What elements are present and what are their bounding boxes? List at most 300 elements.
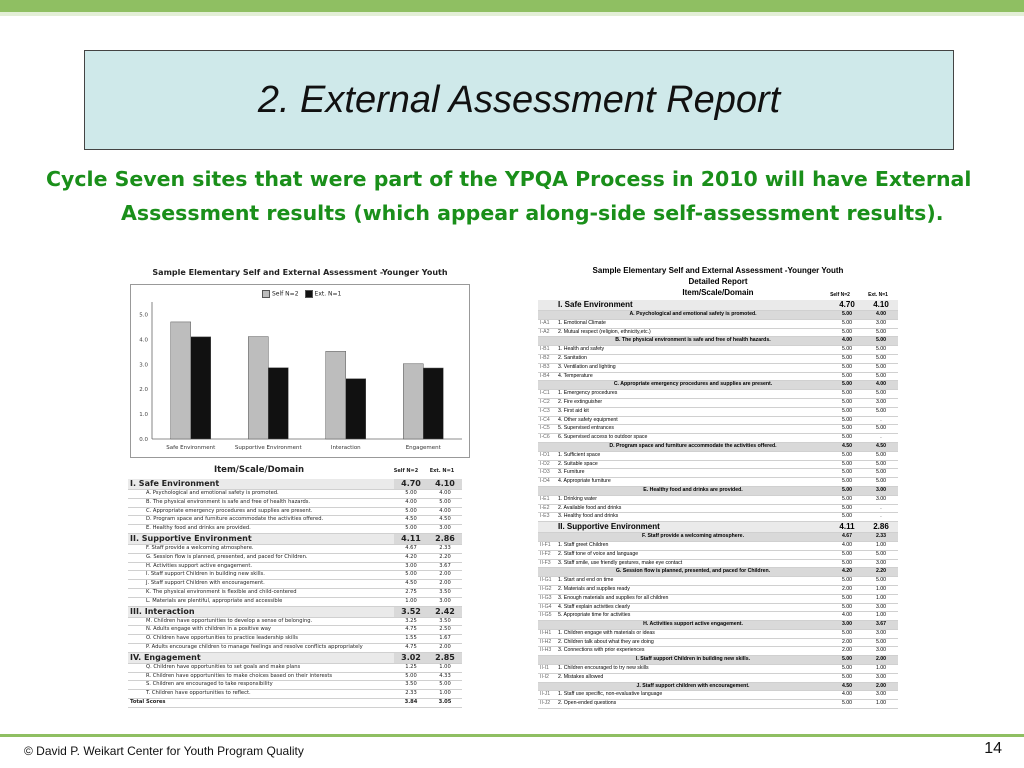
detail-row	[538, 328, 898, 337]
detail-row-ext: 3.67	[864, 621, 898, 630]
subtitle-line-2: Assessment results (which appear along-side self-assessment results).	[121, 201, 944, 225]
detail-row	[538, 691, 898, 700]
summary-row	[128, 626, 462, 635]
detail-row-code: II-H2	[538, 638, 556, 647]
summary-row-label: III. Interaction	[128, 606, 394, 617]
detail-row-code: II-G4	[538, 603, 556, 612]
detail-row-self: 5.00	[830, 478, 864, 487]
detail-row-ext: 3.00	[864, 673, 898, 682]
detail-row-label: F. Staff provide a welcoming atmosphere.	[556, 533, 830, 542]
detail-row	[538, 381, 898, 390]
summary-row	[128, 597, 462, 606]
detail-row-code: II-G5	[538, 612, 556, 621]
summary-row-label: S. Children are encouraged to take responsibility	[128, 681, 394, 690]
footer-rule	[0, 734, 1024, 737]
summary-row-self: 5.00	[394, 672, 428, 681]
detail-row-self: 5.00	[830, 629, 864, 638]
detail-row-self: 4.00	[830, 691, 864, 700]
detail-table	[538, 300, 898, 709]
detail-row	[538, 319, 898, 328]
summary-row-label: O. Children have opportunities to practice leadership skills	[128, 635, 394, 644]
summary-row-ext: 2.85	[428, 652, 462, 663]
bar-ext	[423, 368, 443, 439]
detail-row-ext: 3.00	[864, 495, 898, 504]
summary-row-ext: 3.50	[428, 617, 462, 626]
detail-row-self: 5.00	[830, 346, 864, 355]
summary-row-ext: 4.00	[428, 507, 462, 516]
summary-row-self: 1.25	[394, 663, 428, 672]
detail-row-self: 5.00	[830, 328, 864, 337]
page-number: 14	[984, 740, 1002, 757]
detail-row-self: 5.00	[830, 594, 864, 603]
detail-row-self: 4.00	[830, 541, 864, 550]
detail-row-code: I-A2	[538, 328, 556, 337]
summary-row-self: 4.67	[394, 544, 428, 553]
detail-row-code: II-J1	[538, 691, 556, 700]
detail-row-label: 2. Open-ended questions	[556, 700, 830, 709]
detail-row-label: 1. Children encouraged to try new skills	[556, 665, 830, 674]
summary-row-ext: 3.05	[428, 698, 462, 707]
summary-row	[128, 507, 462, 516]
detail-row	[538, 612, 898, 621]
summary-row-label: E. Healthy food and drinks are provided.	[128, 525, 394, 534]
chart-title: Sample Elementary Self and External Assessment -Younger Youth	[152, 268, 448, 277]
subtitle-line-1: Cycle Seven sites that were part of the YPQA Process in 2010 will have External	[46, 167, 972, 191]
bar-self	[403, 364, 423, 439]
detail-row	[538, 372, 898, 381]
detail-row-code: II-H3	[538, 647, 556, 656]
detail-row-self: 4.00	[830, 337, 864, 346]
detail-row	[538, 682, 898, 691]
detail-row	[538, 300, 898, 311]
summary-row-self: 4.50	[394, 516, 428, 525]
detail-row	[538, 311, 898, 320]
detail-row	[538, 495, 898, 504]
detail-row	[538, 504, 898, 513]
summary-row-label: G. Session flow is planned, presented, and paced for Children.	[128, 553, 394, 562]
summary-row	[128, 672, 462, 681]
summary-row	[128, 580, 462, 589]
summary-row-self: 4.50	[394, 580, 428, 589]
detail-row-label: 3. Enough materials and supplies for all children	[556, 594, 830, 603]
summary-row-ext: 2.00	[428, 643, 462, 652]
detail-row	[538, 442, 898, 451]
detail-row-label: 3. Connections with prior experiences	[556, 647, 830, 656]
slide-title: 2. External Assessment Report	[257, 78, 781, 121]
y-tick-label: 2.0	[139, 387, 148, 394]
summary-row-ext: 5.00	[428, 498, 462, 507]
detail-row	[538, 629, 898, 638]
summary-row-self: 4.11	[394, 533, 428, 544]
detail-row-self: 5.00	[830, 486, 864, 495]
summary-row	[128, 533, 462, 544]
detail-row-label: 3. Healthy food and drinks	[556, 513, 830, 522]
detail-row-code: I-C5	[538, 425, 556, 434]
detail-row-ext: 5.00	[864, 577, 898, 586]
detail-row-ext: 5.00	[864, 460, 898, 469]
summary-row-ext: 4.00	[428, 490, 462, 499]
detail-row-code: I-C2	[538, 398, 556, 407]
detail-row-ext: 4.00	[864, 311, 898, 320]
detail-row-label: 2. Children talk about what they are doing	[556, 638, 830, 647]
detail-row	[538, 425, 898, 434]
summary-row-label: II. Supportive Environment	[128, 533, 394, 544]
detail-row-code: I-B1	[538, 346, 556, 355]
summary-row	[128, 544, 462, 553]
summary-row-label: N. Adults engage with children in a positive way	[128, 626, 394, 635]
detail-row-ext: 3.00	[864, 486, 898, 495]
detail-row-label: G. Session flow is planned, presented, and paced for Children.	[556, 568, 830, 577]
detail-row-ext: 2.20	[864, 568, 898, 577]
detail-row	[538, 469, 898, 478]
summary-row-label: IV. Engagement	[128, 652, 394, 663]
detail-row-code	[538, 442, 556, 451]
detail-row-ext: 2.33	[864, 533, 898, 542]
detail-row-code: I-B2	[538, 354, 556, 363]
detail-row-ext: 1.00	[864, 585, 898, 594]
summary-row-ext: 2.42	[428, 606, 462, 617]
detail-row	[538, 559, 898, 568]
detail-row-self: 5.00	[830, 577, 864, 586]
summary-row-ext: 1.67	[428, 635, 462, 644]
detail-row-code: II-F1	[538, 541, 556, 550]
summary-row-self: 3.00	[394, 562, 428, 571]
summary-row-label: A. Psychological and emotional safety is promoted.	[128, 490, 394, 499]
detail-row-label: 2. Suitable space	[556, 460, 830, 469]
summary-row-label: Total Scores	[128, 698, 394, 707]
detail-row-ext: 1.00	[864, 665, 898, 674]
detail-row-self: 5.00	[830, 504, 864, 513]
detail-row-self: 5.00	[830, 407, 864, 416]
detail-row-code: II-F3	[538, 559, 556, 568]
footer-copyright: © David P. Weikart Center for Youth Program Quality	[24, 744, 304, 758]
detail-row	[538, 460, 898, 469]
detail-row-self: 5.00	[830, 495, 864, 504]
detail-row-label: C. Appropriate emergency procedures and supplies are present.	[556, 381, 830, 390]
summary-row-self: 4.75	[394, 626, 428, 635]
detail-row-ext: 5.00	[864, 478, 898, 487]
detail-row-label: 1. Drinking water	[556, 495, 830, 504]
detail-row-code: II-I2	[538, 673, 556, 682]
detail-row-self: 5.00	[830, 700, 864, 709]
detail-row-code: I-E1	[538, 495, 556, 504]
detail-row-code: II-G3	[538, 594, 556, 603]
summary-row	[128, 606, 462, 617]
summary-table-title: Item/Scale/Domain	[213, 465, 305, 475]
detail-row-ext: 5.00	[864, 407, 898, 416]
detail-row-label: 4. Staff explain activities clearly	[556, 603, 830, 612]
detail-row-self: 5.00	[830, 656, 864, 665]
detail-row-code	[538, 533, 556, 542]
y-tick-label: 0.0	[139, 437, 148, 443]
detail-row-label: I. Safe Environment	[556, 300, 830, 311]
detail-row-code: II-F2	[538, 550, 556, 559]
detail-row-code: II-G2	[538, 585, 556, 594]
detail-row-ext: 4.10	[864, 300, 898, 311]
summary-row-self: 3.52	[394, 606, 428, 617]
detail-row-code: I-D1	[538, 451, 556, 460]
detail-row-code	[538, 381, 556, 390]
detail-row-ext: 1.00	[864, 612, 898, 621]
detail-row-self: 5.00	[830, 390, 864, 399]
detail-row-self: 5.00	[830, 434, 864, 443]
detail-row-self: 4.50	[830, 442, 864, 451]
detail-row-ext: 5.00	[864, 363, 898, 372]
detail-row-code: II-G1	[538, 577, 556, 586]
detail-row-ext: 5.00	[864, 372, 898, 381]
detail-row-self: 4.67	[830, 533, 864, 542]
detail-col-ext: Ext. N=1	[868, 292, 888, 298]
detail-row-code: I-D2	[538, 460, 556, 469]
detail-row-self: 5.00	[830, 398, 864, 407]
detail-row-code: II-J2	[538, 700, 556, 709]
summary-row-self: 2.75	[394, 588, 428, 597]
x-tick-label: Interaction	[330, 445, 361, 451]
detail-row-code	[538, 656, 556, 665]
summary-row-self: 1.55	[394, 635, 428, 644]
detail-row-label: 1. Sufficient space	[556, 451, 830, 460]
detail-row-ext: 5.00	[864, 346, 898, 355]
summary-row-label: R. Children have opportunities to make choices based on their interests	[128, 672, 394, 681]
detail-row	[538, 407, 898, 416]
detail-row-ext: 4.00	[864, 381, 898, 390]
summary-row-label: H. Activities support active engagement.	[128, 562, 394, 571]
detail-row-self: 2.00	[830, 585, 864, 594]
detail-row-self: 5.00	[830, 513, 864, 522]
detail-row	[538, 568, 898, 577]
detail-row-label: H. Activities support active engagement.	[556, 621, 830, 630]
detail-row-ext: 5.00	[864, 469, 898, 478]
detail-row-label: 1. Emergency procedures	[556, 390, 830, 399]
summary-row	[128, 643, 462, 652]
detail-row	[538, 390, 898, 399]
detail-row	[538, 533, 898, 542]
summary-row-ext: 2.20	[428, 553, 462, 562]
detail-row-self: 5.00	[830, 451, 864, 460]
detail-row-self: 5.00	[830, 559, 864, 568]
summary-row-self: 4.00	[394, 498, 428, 507]
detail-row-ext: 1.00	[864, 594, 898, 603]
summary-row-self: 3.50	[394, 681, 428, 690]
detail-row-code: I-A1	[538, 319, 556, 328]
summary-row-self: 3.25	[394, 617, 428, 626]
summary-row-ext: 2.00	[428, 571, 462, 580]
summary-row-ext: 2.00	[428, 580, 462, 589]
detail-row-ext: 5.00	[864, 337, 898, 346]
bar-ext	[346, 379, 366, 439]
detail-row	[538, 398, 898, 407]
summary-row-label: T. Children have opportunities to reflect.	[128, 690, 394, 699]
summary-row-label: F. Staff provide a welcoming atmosphere.	[128, 544, 394, 553]
x-tick-label: Safe Environment	[166, 445, 216, 451]
detail-row-self: 4.70	[830, 300, 864, 311]
detail-row-label: A. Psychological and emotional safety is promoted.	[556, 311, 830, 320]
detail-row-ext: 5.00	[864, 550, 898, 559]
summary-row-ext: 1.00	[428, 690, 462, 699]
summary-row-ext: 3.67	[428, 562, 462, 571]
summary-row	[128, 690, 462, 699]
detail-row-code	[538, 311, 556, 320]
detail-row-self: 2.00	[830, 638, 864, 647]
detail-row-self: 3.00	[830, 621, 864, 630]
summary-row-self: 5.00	[394, 507, 428, 516]
detail-row-code: I-C4	[538, 416, 556, 425]
detail-row-self: 5.00	[830, 469, 864, 478]
detail-row-self: 5.00	[830, 363, 864, 372]
detail-row	[538, 638, 898, 647]
summary-row-self: 5.00	[394, 571, 428, 580]
summary-row-self: 2.33	[394, 690, 428, 699]
summary-row-ext: 4.10	[428, 479, 462, 490]
summary-row	[128, 498, 462, 507]
detail-row-code	[538, 568, 556, 577]
y-tick-label: 4.0	[139, 337, 148, 344]
summary-row	[128, 698, 462, 707]
detail-row-ext: 4.50	[864, 442, 898, 451]
detail-row-code	[538, 337, 556, 346]
detail-row-code: II-H1	[538, 629, 556, 638]
detail-row-ext: 3.00	[864, 629, 898, 638]
detail-row-ext: .	[864, 504, 898, 513]
detail-title-line-1: Sample Elementary Self and External Assessment -Younger Youth	[592, 266, 844, 275]
detail-row-code: I-D3	[538, 469, 556, 478]
detail-row-self: 4.00	[830, 612, 864, 621]
legend-item-self: Self N=2	[262, 290, 299, 298]
detail-row-ext: .	[864, 513, 898, 522]
summary-col-ext: Ext. N=1	[429, 468, 455, 474]
summary-row-ext: 3.00	[428, 597, 462, 606]
detail-row-label: 1. Children engage with materials or ideas	[556, 629, 830, 638]
summary-row-self: 3.02	[394, 652, 428, 663]
detail-row-code: I-C6	[538, 434, 556, 443]
summary-row	[128, 525, 462, 534]
summary-row	[128, 562, 462, 571]
detail-row-self: 5.00	[830, 550, 864, 559]
summary-row-self: 1.00	[394, 597, 428, 606]
detail-row-code: I-B4	[538, 372, 556, 381]
summary-row-label: D. Program space and furniture accommodate the activities offered.	[128, 516, 394, 525]
detail-row-label: E. Healthy food and drinks are provided.	[556, 486, 830, 495]
detail-row-self: 5.00	[830, 372, 864, 381]
detail-row-ext: 1.00	[864, 541, 898, 550]
detail-row-label: 6. Supervised access to outdoor space	[556, 434, 830, 443]
y-tick-label: 3.0	[139, 362, 148, 369]
detail-row-label: 4. Other safety equipment	[556, 416, 830, 425]
detail-row-self: 4.20	[830, 568, 864, 577]
summary-row-label: I. Staff support Children in building new skills.	[128, 571, 394, 580]
summary-row	[128, 516, 462, 525]
detail-row-label: 2. Staff tone of voice and language	[556, 550, 830, 559]
detail-row-code	[538, 522, 556, 533]
detail-row	[538, 603, 898, 612]
detail-row	[538, 478, 898, 487]
summary-row	[128, 635, 462, 644]
detail-row-ext: 1.00	[864, 700, 898, 709]
bar-ext	[191, 337, 211, 439]
detail-row-self: 5.00	[830, 319, 864, 328]
detail-row-label: 2. Mistakes allowed	[556, 673, 830, 682]
detail-row-label: 2. Sanitation	[556, 354, 830, 363]
detail-row	[538, 665, 898, 674]
summary-row-ext: 2.86	[428, 533, 462, 544]
summary-row-label: I. Safe Environment	[128, 479, 394, 490]
detail-row-label: 5. Appropriate time for activities	[556, 612, 830, 621]
detail-row-code	[538, 486, 556, 495]
summary-row	[128, 553, 462, 562]
summary-row-label: C. Appropriate emergency procedures and supplies are present.	[128, 507, 394, 516]
detail-row-ext: 3.00	[864, 319, 898, 328]
detail-row-ext: 2.00	[864, 682, 898, 691]
detail-row-label: 1. Health and safety	[556, 346, 830, 355]
detail-row	[538, 577, 898, 586]
detail-row-ext: 3.00	[864, 559, 898, 568]
detail-row-ext: .	[864, 434, 898, 443]
summary-row	[128, 588, 462, 597]
detail-row	[538, 550, 898, 559]
detail-row-ext: 5.00	[864, 328, 898, 337]
detail-row-label: J. Staff support children with encouragement.	[556, 682, 830, 691]
summary-row-label: L. Materials are plentiful, appropriate and accessible	[128, 597, 394, 606]
summary-row-self: 5.00	[394, 525, 428, 534]
detail-row-ext: 2.86	[864, 522, 898, 533]
summary-row-self: 4.20	[394, 553, 428, 562]
detail-row	[538, 451, 898, 460]
summary-row	[128, 681, 462, 690]
summary-row-ext: 5.00	[428, 681, 462, 690]
summary-row	[128, 652, 462, 663]
detail-row	[538, 337, 898, 346]
bar-ext	[268, 368, 288, 439]
detail-row-label: 1. Start and end on time	[556, 577, 830, 586]
detail-row-ext: 2.00	[864, 656, 898, 665]
detail-row-label: 2. Mutual respect (religion, ethnicity,etc.)	[556, 328, 830, 337]
detail-row-ext: 5.00	[864, 354, 898, 363]
detail-row	[538, 434, 898, 443]
detail-row	[538, 363, 898, 372]
detail-row	[538, 656, 898, 665]
detail-row-ext: 3.00	[864, 647, 898, 656]
summary-row	[128, 571, 462, 580]
summary-row	[128, 617, 462, 626]
summary-row	[128, 490, 462, 499]
summary-row-self: 4.70	[394, 479, 428, 490]
detail-row-label: 3. Staff smile, use friendly gestures, make eye contact	[556, 559, 830, 568]
detail-row-self: 5.00	[830, 665, 864, 674]
summary-row-ext: 1.00	[428, 663, 462, 672]
detail-row-code	[538, 682, 556, 691]
x-tick-label: Supportive Environment	[234, 445, 302, 451]
summary-row-label: K. The physical environment is flexible and child-centered	[128, 588, 394, 597]
summary-row	[128, 663, 462, 672]
detail-row-label: 3. First aid kit	[556, 407, 830, 416]
detail-title-line-3: Item/Scale/Domain	[682, 288, 754, 297]
detail-row-self: 4.50	[830, 682, 864, 691]
detail-row-code: I-E2	[538, 504, 556, 513]
detail-row-label: 2. Fire extinguisher	[556, 398, 830, 407]
detail-row-self: 5.00	[830, 311, 864, 320]
detail-row	[538, 354, 898, 363]
y-tick-label: 1.0	[139, 412, 148, 419]
detail-row-ext: 3.00	[864, 603, 898, 612]
detail-row-label: D. Program space and furniture accommodate the activities offered.	[556, 442, 830, 451]
detail-title-line-2: Detailed Report	[688, 277, 748, 286]
legend-item-ext: Ext. N=1	[305, 290, 342, 298]
summary-col-self: Self N=2	[393, 468, 419, 474]
detail-row	[538, 486, 898, 495]
detail-row-self: 5.00	[830, 354, 864, 363]
detail-row-self: 5.00	[830, 425, 864, 434]
summary-row-ext: 4.33	[428, 672, 462, 681]
